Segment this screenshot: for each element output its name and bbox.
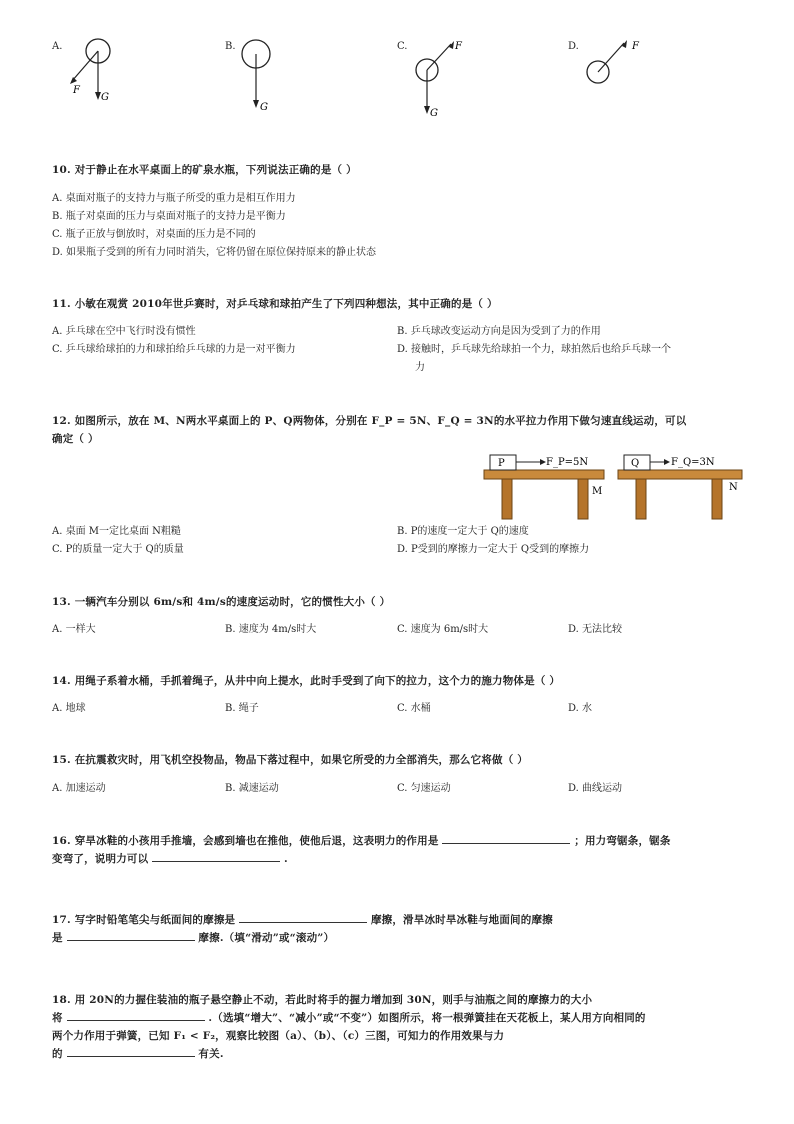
q18-answer-blank-2[interactable] (67, 1046, 195, 1057)
q12-stem-line1: 12. 如图所示，放在 M、N两水平桌面上的 P、Q两物体，分别在 F_P = 5N、F_Q = 3N的水平拉力作用下做匀速直线运动，可以 (52, 415, 687, 427)
q9-a-g-label: G (101, 92, 109, 103)
q17-line2-text-a: 是 (52, 932, 63, 944)
q18-line4-text-b: 有关. (198, 1048, 224, 1060)
q12-fq-label: F_Q=3N (671, 457, 715, 468)
q9-option-d-diagram (580, 36, 650, 96)
q16-answer-blank-2[interactable] (152, 851, 280, 862)
q12-table-n-label: N (729, 482, 738, 493)
q18-line2-text-b: .（选填“增大”、“减小”或“不变”）如图所示，将一根弹簧挂在天花板上，某人用方向相同的 (208, 1012, 646, 1024)
q12-option-c: C. P的质量一定大于 Q的质量 (52, 544, 184, 555)
q17-line2 (52, 930, 334, 945)
q12-block-p-label: P (498, 458, 505, 469)
q15-option-b: B. 减速运动 (225, 783, 279, 794)
q12-fp-label: F_P=5N (546, 457, 589, 468)
q15-option-d: D. 曲线运动 (568, 783, 623, 794)
q12-option-b: B. P的速度一定大于 Q的速度 (397, 526, 529, 537)
q10-option-b: B. 瓶子对桌面的压力与桌面对瓶子的支持力是平衡力 (52, 211, 286, 222)
q12-block-q-label: Q (631, 458, 640, 469)
q12-tables-figure (482, 450, 752, 522)
q15-option-c: C. 匀速运动 (397, 783, 451, 794)
q13-stem: 13. 一辆汽车分别以 6m/s和 4m/s的速度运动时，它的惯性大小（ ） (52, 596, 391, 608)
q14-option-a: A. 地球 (52, 703, 86, 714)
q17-answer-blank-2[interactable] (67, 930, 195, 941)
q14-option-d: D. 水 (568, 703, 593, 714)
q18-line4 (52, 1046, 224, 1061)
q10-option-a: A. 桌面对瓶子的支持力与瓶子所受的重力是相互作用力 (52, 193, 296, 204)
q9-option-d-letter: D. (568, 41, 579, 52)
q11-option-b: B. 乒乓球改变运动方向是因为受到了力的作用 (397, 326, 601, 337)
q18-line2 (52, 1010, 646, 1025)
q15-stem: 15. 在抗震救灾时，用飞机空投物品，物品下落过程中，如果它所受的力全部消失，那么它将做（ ） (52, 754, 528, 766)
q17-line1-text-a: 17. 写字时铅笔笔尖与纸面间的摩擦是 (52, 914, 236, 926)
q13-option-b: B. 速度为 4m/s时大 (225, 624, 317, 635)
q9-a-f-label: F (73, 85, 80, 96)
q18-line4-text-a: 的 (52, 1048, 63, 1060)
q9-option-c-letter: C. (397, 41, 408, 52)
q18-line1: 18. 用 20N的力握住装油的瓶子悬空静止不动，若此时将手的握力增加到 30N，则手与油瓶之间的摩擦力的大小 (52, 994, 593, 1006)
q16-line2-text-b: . (284, 853, 288, 865)
q12-option-a: A. 桌面 M一定比桌面 N粗糙 (52, 526, 181, 537)
q11-stem: 11. 小敏在观赏 2010年世乒赛时，对乒乓球和球拍产生了下列四种想法，其中正确的是（ ） (52, 298, 498, 310)
q9-b-g-label: G (260, 102, 268, 113)
q9-c-f-label: F (455, 41, 462, 52)
q16-line2-text-a: 变弯了，说明力可以 (52, 853, 149, 865)
q17-line1-text-b: 摩擦，滑旱冰时旱冰鞋与地面间的摩擦 (370, 914, 553, 926)
q11-option-d-cont: 力 (415, 362, 425, 373)
q16-line1 (52, 833, 671, 848)
q11-option-d: D. 接触时，乒乓球先给球拍一个力，球拍然后也给乒乓球一个 (397, 344, 672, 355)
q14-option-b: B. 绳子 (225, 703, 259, 714)
q9-option-b-diagram (232, 36, 282, 116)
q16-line1-text-a: 16. 穿旱冰鞋的小孩用手推墙，会感到墙也在推他，使他后退，这表明力的作用是 (52, 835, 439, 847)
q16-answer-blank-1[interactable] (442, 833, 570, 844)
q12-option-d: D. P受到的摩擦力一定大于 Q受到的摩擦力 (397, 544, 590, 555)
q16-line1-text-b: ；用力弯锯条，锯条 (574, 835, 671, 847)
q9-option-a-letter: A. (52, 41, 63, 52)
q15-option-a: A. 加速运动 (52, 783, 106, 794)
q9-option-c-diagram (405, 36, 475, 121)
q16-line2 (52, 851, 288, 866)
q13-option-a: A. 一样大 (52, 624, 96, 635)
q9-option-b-letter: B. (225, 41, 236, 52)
q18-line2-text-a: 将 (52, 1012, 63, 1024)
q9-c-g-label: G (430, 108, 438, 119)
q11-option-a: A. 乒乓球在空中飞行时没有惯性 (52, 326, 196, 337)
q9-d-f-label: F (632, 41, 639, 52)
q17-line1 (52, 912, 553, 927)
q10-stem: 10. 对于静止在水平桌面上的矿泉水瓶，下列说法正确的是（ ） (52, 164, 357, 176)
q17-line2-text-b: 摩擦.（填“滑动”或“滚动”） (198, 932, 335, 944)
q18-line3: 两个力作用于弹簧，已知 F₁ < F₂，观察比较图（a）、（b）、（c）三图，可知力的作用效果与力 (52, 1030, 505, 1042)
q14-option-c: C. 水桶 (397, 703, 431, 714)
q10-option-d: D. 如果瓶子受到的所有力同时消失，它将仍留在原位保持原来的静止状态 (52, 247, 377, 258)
q17-answer-blank-1[interactable] (239, 912, 367, 923)
q14-stem: 14. 用绳子系着水桶，手抓着绳子，从井中向上提水，此时手受到了向下的拉力，这个力的施力物体是（ ） (52, 675, 561, 687)
q9-option-a-diagram (60, 36, 120, 106)
q13-option-c: C. 速度为 6m/s时大 (397, 624, 489, 635)
q12-table-m-label: M (592, 486, 603, 497)
q11-option-c: C. 乒乓球给球拍的力和球拍给乒乓球的力是一对平衡力 (52, 344, 296, 355)
q12-stem-line2: 确定（ ） (52, 433, 99, 445)
q18-answer-blank-1[interactable] (67, 1010, 205, 1021)
q10-option-c: C. 瓶子正放与倒放时，对桌面的压力是不同的 (52, 229, 256, 240)
q13-option-d: D. 无法比较 (568, 624, 623, 635)
